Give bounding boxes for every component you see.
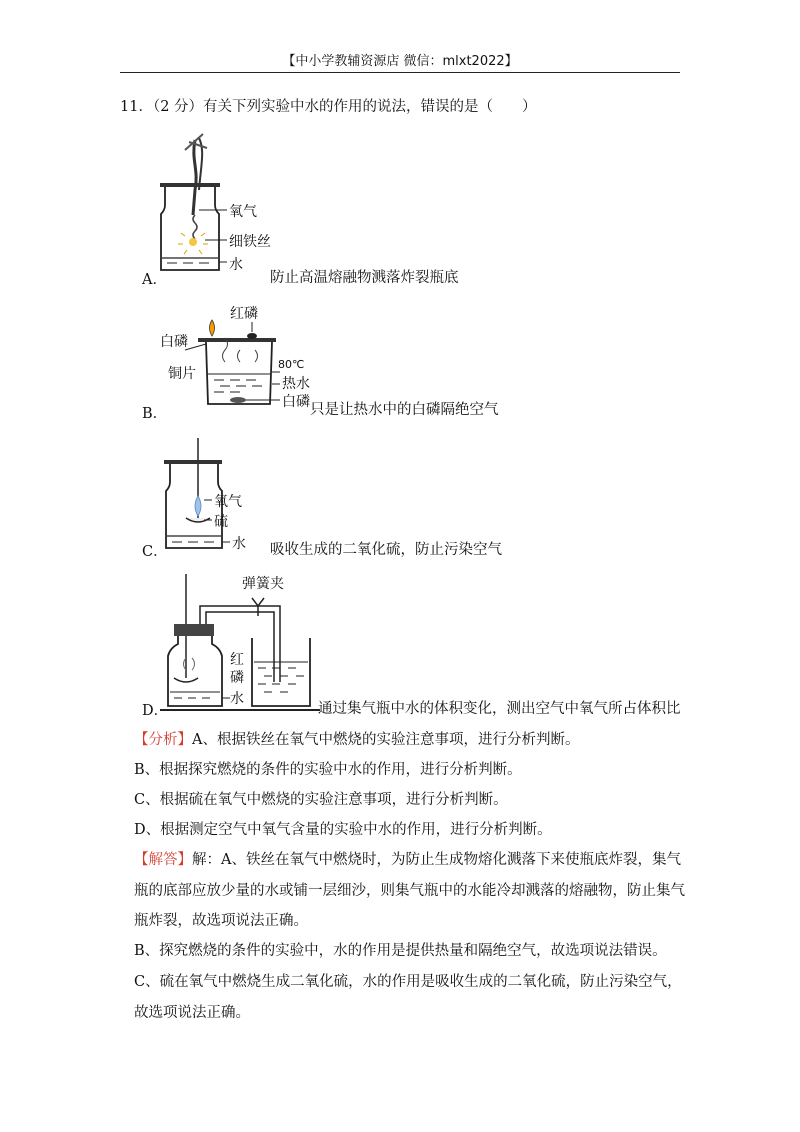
label-white-phosphorus-bottom: 白磷 — [282, 394, 310, 410]
label-white-phosphorus-top: 白磷 — [160, 334, 188, 350]
diagram-combustion-conditions — [160, 300, 310, 415]
page-header: 【中小学教辅资源店 微信：mlxt2022】 — [282, 54, 518, 69]
label-water-a: 水 — [229, 257, 243, 273]
diagram-oxygen-volume-measurement — [160, 572, 320, 712]
option-b-text: 只是让热水中的白磷隔绝空气 — [310, 402, 499, 418]
label-hot-water: 热水 — [282, 376, 310, 392]
question-number: 11． — [120, 99, 153, 115]
solution-tag: 【解答】 — [134, 852, 192, 868]
header-rule — [120, 72, 680, 73]
label-red-p-2: 磷 — [230, 670, 244, 686]
label-oxygen-c: 氧气 — [214, 494, 242, 510]
option-a-letter: A． — [142, 272, 167, 288]
label-water-c: 水 — [232, 536, 246, 552]
label-red-phosphorus: 红磷 — [230, 306, 258, 322]
option-d-text: 通过集气瓶中水的体积变化，测出空气中氧气所占体积比 — [318, 701, 681, 717]
question-stem — [120, 97, 537, 117]
solution-line-4: B、探究燃烧的条件的实验中，水的作用是提供热量和隔绝空气，故选项说法错误。 — [134, 943, 667, 959]
label-oxygen-a: 氧气 — [229, 204, 257, 220]
analysis-line-4: D、根据测定空气中氧气含量的实验中水的作用，进行分析判断。 — [134, 822, 552, 838]
label-red-p-1: 红 — [230, 652, 244, 668]
option-d-letter: D． — [142, 703, 169, 719]
option-c-letter: C． — [142, 544, 168, 560]
label-sulfur: 硫 — [214, 514, 228, 530]
label-temperature: 80℃ — [278, 358, 305, 371]
solution-line-2: 瓶的底部应放少量的水或铺一层细沙，则集气瓶中的水能冷却溅落的熔融物，防止集气 — [134, 883, 685, 899]
analysis-line-2: B、根据探究燃烧的条件的实验中水的作用，进行分析判断。 — [134, 762, 522, 778]
diagram-iron-wire-combustion — [155, 130, 275, 275]
solution-line-5: C、硫在氧气中燃烧生成二氧化硫，水的作用是吸收生成的二氧化硫，防止污染空气， — [134, 974, 682, 990]
label-copper-plate: 铜片 — [168, 366, 196, 382]
solution-line-6: 故选项说法正确。 — [134, 1005, 250, 1021]
label-water-d: 水 — [230, 691, 244, 707]
option-c-text: 吸收生成的二氧化硫，防止污染空气 — [270, 542, 502, 558]
label-spring-clamp: 弹簧夹 — [242, 576, 284, 592]
analysis-line-3: C、根据硫在氧气中燃烧的实验注意事项，进行分析判断。 — [134, 792, 508, 808]
analysis-tag: 【分析】 — [134, 732, 192, 748]
analysis-line-1: 【分析】A、根据铁丝在氧气中燃烧的实验注意事项，进行分析判断。 — [134, 732, 580, 748]
option-a-text: 防止高温熔融物溅落炸裂瓶底 — [270, 270, 459, 286]
label-iron-wire: 细铁丝 — [229, 234, 271, 250]
diagram-sulfur-combustion — [160, 438, 270, 553]
option-b-letter: B． — [142, 406, 168, 422]
question-text: （2 分）有关下列实验中水的作用的说法，错误的是（ ） — [152, 99, 537, 115]
solution-line-3: 瓶炸裂，故选项说法正确。 — [134, 913, 308, 929]
solution-line-1: 【解答】解：A、铁丝在氧气中燃烧时，为防止生成物熔化溅落下来使瓶底炸裂，集气 — [134, 852, 681, 868]
